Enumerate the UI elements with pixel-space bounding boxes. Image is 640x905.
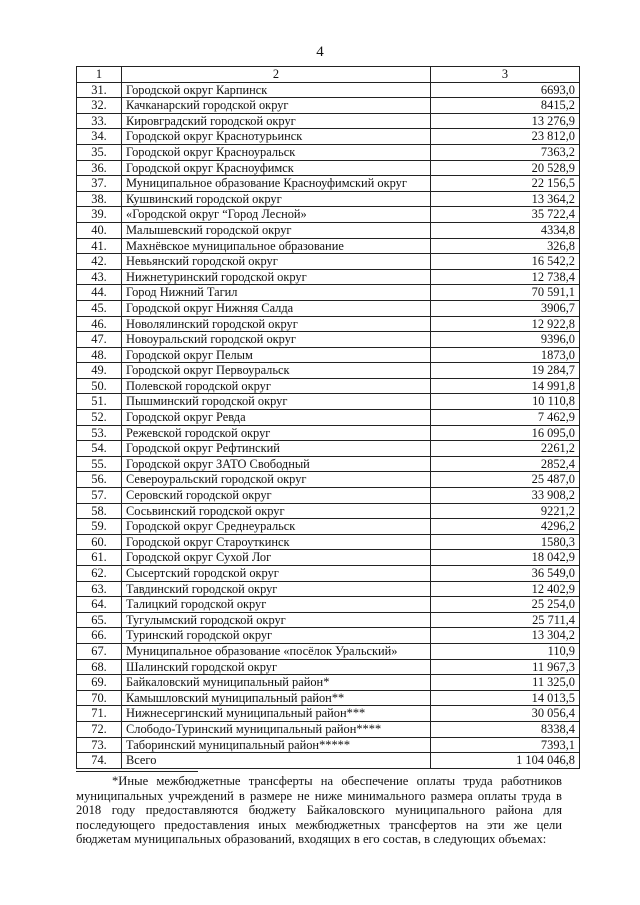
transfer-amount: 16 542,2: [431, 254, 580, 270]
transfer-amount: 12 402,9: [431, 581, 580, 597]
municipality-name: Качканарский городской округ: [122, 98, 431, 114]
table-row: [77, 456, 580, 472]
municipality-name: Тугулымский городской округ: [122, 612, 431, 628]
row-number: 52.: [77, 410, 122, 426]
municipality-name: Городской округ Нижняя Салда: [122, 300, 431, 316]
table-row: [77, 207, 580, 223]
transfers-table: [76, 66, 580, 769]
municipality-name: Городской округ Красноуральск: [122, 144, 431, 160]
municipality-name: «Городской округ “Город Лесной»: [122, 207, 431, 223]
row-number: 36.: [77, 160, 122, 176]
transfer-amount: 11 967,3: [431, 659, 580, 675]
municipality-name: Североуральский городской округ: [122, 472, 431, 488]
table-row: [77, 612, 580, 628]
row-number: 57.: [77, 488, 122, 504]
table-row: [77, 332, 580, 348]
transfer-amount: 70 591,1: [431, 285, 580, 301]
row-number: 48.: [77, 347, 122, 363]
municipality-name: Малышевский городской округ: [122, 222, 431, 238]
row-number: 70.: [77, 690, 122, 706]
transfer-amount: 36 549,0: [431, 566, 580, 582]
row-number: 74.: [77, 753, 122, 769]
municipality-name: Сысертский городской округ: [122, 566, 431, 582]
table-row: [77, 737, 580, 753]
row-number: 33.: [77, 113, 122, 129]
transfer-amount: 18 042,9: [431, 550, 580, 566]
transfer-amount: 4334,8: [431, 222, 580, 238]
table-row: [77, 144, 580, 160]
table-row: [77, 753, 580, 769]
municipality-name: Городской округ Среднеуральск: [122, 519, 431, 535]
transfer-amount: 16 095,0: [431, 425, 580, 441]
row-number: 45.: [77, 300, 122, 316]
row-number: 71.: [77, 706, 122, 722]
row-number: 50.: [77, 378, 122, 394]
transfer-amount: 1580,3: [431, 534, 580, 550]
transfer-amount: 1 104 046,8: [431, 753, 580, 769]
row-number: 51.: [77, 394, 122, 410]
row-number: 65.: [77, 612, 122, 628]
row-number: 60.: [77, 534, 122, 550]
transfer-amount: 7393,1: [431, 737, 580, 753]
footnote-separator: [76, 771, 198, 772]
transfer-amount: 22 156,5: [431, 176, 580, 192]
row-number: 38.: [77, 191, 122, 207]
municipality-name: Байкаловский муниципальный район*: [122, 675, 431, 691]
row-number: 32.: [77, 98, 122, 114]
municipality-name: Городской округ Красноуфимск: [122, 160, 431, 176]
table-row: [77, 581, 580, 597]
municipality-name: Муниципальное образование Красноуфимский округ: [122, 176, 431, 192]
transfer-amount: 326,8: [431, 238, 580, 254]
row-number: 47.: [77, 332, 122, 348]
table-row: [77, 176, 580, 192]
row-number: 69.: [77, 675, 122, 691]
row-number: 40.: [77, 222, 122, 238]
footnote-text: *Иные межбюджетные трансферты на обеспечение оплаты труда работников муниципальных учреждений в размере не ниже минимального размера оплаты труда в 2018 году предоставляются бюджету Байкаловского муниципального района для последующего предоставления иных межбюджетных трансфертов на эти же цели бюджетам муниципальных образований, входящих в его состав, в следующих объемах:: [76, 774, 562, 847]
table-row: [77, 191, 580, 207]
table-row: [77, 675, 580, 691]
transfer-amount: 9221,2: [431, 503, 580, 519]
row-number: 68.: [77, 659, 122, 675]
municipality-name: Городской округ Карпинск: [122, 82, 431, 98]
municipality-name: Городской округ Пелым: [122, 347, 431, 363]
municipality-name: Городской округ Краснотурьинск: [122, 129, 431, 145]
row-number: 53.: [77, 425, 122, 441]
row-number: 73.: [77, 737, 122, 753]
row-number: 55.: [77, 456, 122, 472]
municipality-name: Городской округ Ревда: [122, 410, 431, 426]
table-row: [77, 222, 580, 238]
row-number: 31.: [77, 82, 122, 98]
row-number: 42.: [77, 254, 122, 270]
transfer-amount: 6693,0: [431, 82, 580, 98]
municipality-name: Новоуральский городской округ: [122, 332, 431, 348]
table-row: [77, 503, 580, 519]
table-row: [77, 254, 580, 270]
transfer-amount: 3906,7: [431, 300, 580, 316]
transfer-amount: 25 711,4: [431, 612, 580, 628]
transfer-amount: 33 908,2: [431, 488, 580, 504]
municipality-name: Тавдинский городской округ: [122, 581, 431, 597]
row-number: 43.: [77, 269, 122, 285]
table-row: [77, 566, 580, 582]
municipality-name: Нижнесергинский муниципальный район***: [122, 706, 431, 722]
transfer-amount: 8415,2: [431, 98, 580, 114]
table-row: [77, 347, 580, 363]
row-number: 41.: [77, 238, 122, 254]
row-number: 37.: [77, 176, 122, 192]
table-row: [77, 269, 580, 285]
municipality-name: Таборинский муниципальный район*****: [122, 737, 431, 753]
row-number: 59.: [77, 519, 122, 535]
transfer-amount: 35 722,4: [431, 207, 580, 223]
municipality-name: Серовский городской округ: [122, 488, 431, 504]
table-row: [77, 98, 580, 114]
table-body: [77, 67, 580, 769]
municipality-name: Полевской городской округ: [122, 378, 431, 394]
table-row: [77, 659, 580, 675]
transfer-amount: 13 364,2: [431, 191, 580, 207]
table-row: [77, 363, 580, 379]
table-row: [77, 721, 580, 737]
table-row: [77, 628, 580, 644]
table-row: [77, 300, 580, 316]
transfer-amount: 2852,4: [431, 456, 580, 472]
municipality-name: Городской округ Сухой Лог: [122, 550, 431, 566]
row-number: 54.: [77, 441, 122, 457]
table-row: [77, 441, 580, 457]
municipality-name: Всего: [122, 753, 431, 769]
row-number: 64.: [77, 597, 122, 613]
transfer-amount: 11 325,0: [431, 675, 580, 691]
transfer-amount: 110,9: [431, 643, 580, 659]
table-row: [77, 519, 580, 535]
transfer-amount: 30 056,4: [431, 706, 580, 722]
row-number: 39.: [77, 207, 122, 223]
municipality-name: Пышминский городской округ: [122, 394, 431, 410]
table-row: [77, 550, 580, 566]
municipality-name: Талицкий городской округ: [122, 597, 431, 613]
header-col-2: 2: [122, 67, 431, 83]
table-row: [77, 129, 580, 145]
municipality-name: Кушвинский городской округ: [122, 191, 431, 207]
transfer-amount: 20 528,9: [431, 160, 580, 176]
transfer-amount: 9396,0: [431, 332, 580, 348]
municipality-name: Режевской городской округ: [122, 425, 431, 441]
page-number: 4: [316, 44, 324, 60]
municipality-name: Муниципальное образование «посёлок Уральский»: [122, 643, 431, 659]
municipality-name: Нижнетуринский городской округ: [122, 269, 431, 285]
table-row: [77, 472, 580, 488]
row-number: 62.: [77, 566, 122, 582]
municipality-name: Городской округ Староуткинск: [122, 534, 431, 550]
header-col-1: 1: [77, 67, 122, 83]
municipality-name: Кировградский городской округ: [122, 113, 431, 129]
row-number: 44.: [77, 285, 122, 301]
table-row: [77, 706, 580, 722]
municipality-name: Сосьвинский городской округ: [122, 503, 431, 519]
transfer-amount: 12 738,4: [431, 269, 580, 285]
row-number: 63.: [77, 581, 122, 597]
table-row: [77, 238, 580, 254]
row-number: 34.: [77, 129, 122, 145]
row-number: 35.: [77, 144, 122, 160]
table-row: [77, 488, 580, 504]
municipality-name: Городской округ ЗАТО Свободный: [122, 456, 431, 472]
municipality-name: Камышловский муниципальный район**: [122, 690, 431, 706]
table-header-row: [77, 67, 580, 83]
municipality-name: Городской округ Первоуральск: [122, 363, 431, 379]
table-row: [77, 160, 580, 176]
transfer-amount: 13 304,2: [431, 628, 580, 644]
table-row: [77, 690, 580, 706]
municipality-name: Город Нижний Тагил: [122, 285, 431, 301]
municipality-name: Шалинский городской округ: [122, 659, 431, 675]
transfer-amount: 13 276,9: [431, 113, 580, 129]
municipality-name: Махнёвское муниципальное образование: [122, 238, 431, 254]
table-row: [77, 425, 580, 441]
row-number: 58.: [77, 503, 122, 519]
municipality-name: Невьянский городской округ: [122, 254, 431, 270]
table-row: [77, 410, 580, 426]
row-number: 72.: [77, 721, 122, 737]
table-row: [77, 534, 580, 550]
table-row: [77, 316, 580, 332]
row-number: 67.: [77, 643, 122, 659]
municipality-name: Туринский городской округ: [122, 628, 431, 644]
transfer-amount: 10 110,8: [431, 394, 580, 410]
transfer-amount: 1873,0: [431, 347, 580, 363]
municipality-name: Новолялинский городской округ: [122, 316, 431, 332]
table-row: [77, 643, 580, 659]
table-row: [77, 82, 580, 98]
row-number: 66.: [77, 628, 122, 644]
municipality-name: Городской округ Рефтинский: [122, 441, 431, 457]
table-row: [77, 597, 580, 613]
transfer-amount: 25 254,0: [431, 597, 580, 613]
table-row: [77, 113, 580, 129]
table-row: [77, 378, 580, 394]
transfer-amount: 19 284,7: [431, 363, 580, 379]
header-col-3: 3: [431, 67, 580, 83]
transfer-amount: 4296,2: [431, 519, 580, 535]
transfer-amount: 7363,2: [431, 144, 580, 160]
municipality-name: Слободо-Туринский муниципальный район****: [122, 721, 431, 737]
table-row: [77, 394, 580, 410]
row-number: 56.: [77, 472, 122, 488]
transfer-amount: 7 462,9: [431, 410, 580, 426]
transfer-amount: 14 013,5: [431, 690, 580, 706]
table-row: [77, 285, 580, 301]
transfer-amount: 23 812,0: [431, 129, 580, 145]
row-number: 49.: [77, 363, 122, 379]
transfer-amount: 8338,4: [431, 721, 580, 737]
row-number: 46.: [77, 316, 122, 332]
transfer-amount: 14 991,8: [431, 378, 580, 394]
transfer-amount: 12 922,8: [431, 316, 580, 332]
row-number: 61.: [77, 550, 122, 566]
transfer-amount: 25 487,0: [431, 472, 580, 488]
transfer-amount: 2261,2: [431, 441, 580, 457]
